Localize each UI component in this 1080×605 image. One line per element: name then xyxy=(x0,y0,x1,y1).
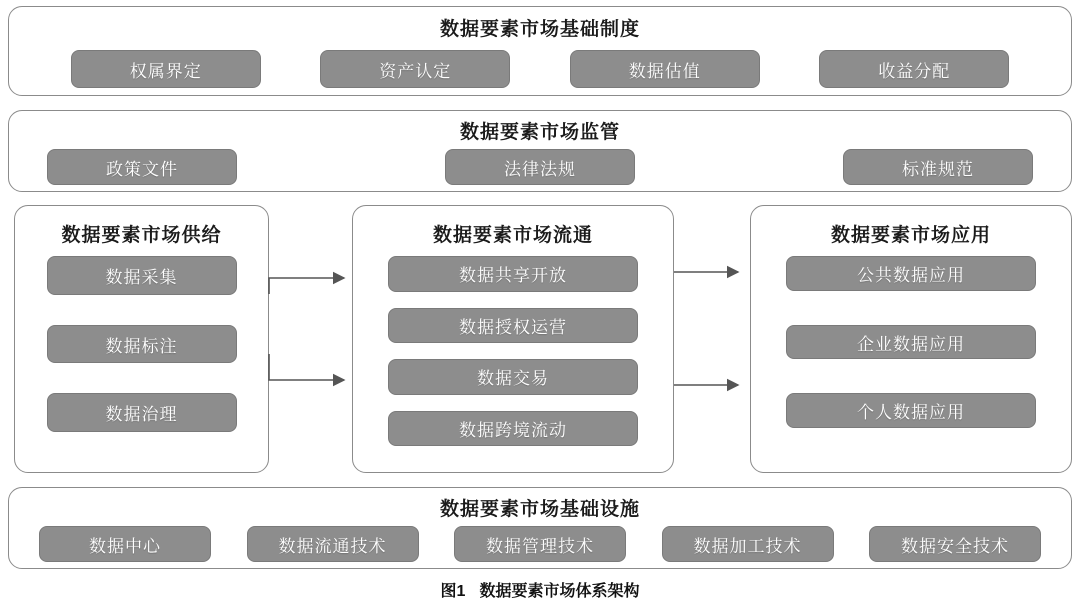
chip-supply-1[interactable]: 数据标注 xyxy=(47,325,237,364)
infrastructure-title: 数据要素市场基础设施 xyxy=(439,499,640,520)
chip-application-1[interactable]: 企业数据应用 xyxy=(786,325,1036,360)
figure-caption xyxy=(0,578,1080,601)
arrow-circulation-to-application-lower xyxy=(672,375,754,395)
chip-circulation-3[interactable]: 数据跨境流动 xyxy=(388,411,638,447)
chip-infrastructure-2[interactable]: 数据管理技术 xyxy=(454,526,626,562)
chip-circulation-1[interactable]: 数据授权运营 xyxy=(388,308,638,344)
chip-regulation-2[interactable]: 标准规范 xyxy=(843,149,1033,185)
chip-infrastructure-4[interactable]: 数据安全技术 xyxy=(869,526,1041,562)
chip-application-0[interactable]: 公共数据应用 xyxy=(786,256,1036,291)
circulation-chip-column xyxy=(353,256,673,462)
chip-institution-2[interactable]: 数据估值 xyxy=(570,50,760,88)
figure-caption-text: 数据要素市场体系架构 xyxy=(479,583,640,600)
chip-infrastructure-1[interactable]: 数据流通技术 xyxy=(247,526,419,562)
chip-institution-1[interactable]: 资产认定 xyxy=(320,50,510,88)
infrastructure-panel xyxy=(8,487,1072,569)
regulation-panel xyxy=(8,110,1072,192)
institution-title: 数据要素市场基础制度 xyxy=(439,19,640,40)
circulation-panel xyxy=(352,205,674,473)
chip-application-2[interactable]: 个人数据应用 xyxy=(786,393,1036,428)
institution-panel xyxy=(8,6,1072,96)
supply-panel xyxy=(14,205,269,473)
chip-regulation-1[interactable]: 法律法规 xyxy=(445,149,635,185)
regulation-title: 数据要素市场监管 xyxy=(459,122,620,143)
circulation-title: 数据要素市场流通 xyxy=(432,225,593,246)
chip-supply-0[interactable]: 数据采集 xyxy=(47,256,237,295)
application-title: 数据要素市场应用 xyxy=(830,225,991,246)
institution-chip-row xyxy=(9,50,1071,88)
supply-chip-column xyxy=(15,256,268,462)
chip-circulation-2[interactable]: 数据交易 xyxy=(388,359,638,395)
chip-infrastructure-3[interactable]: 数据加工技术 xyxy=(662,526,834,562)
chip-infrastructure-0[interactable]: 数据中心 xyxy=(39,526,211,562)
figure-caption-number: 图1 xyxy=(440,583,466,600)
application-panel xyxy=(750,205,1072,473)
regulation-chip-row xyxy=(9,149,1071,185)
chip-institution-0[interactable]: 权属界定 xyxy=(71,50,261,88)
arrow-circulation-to-application-upper xyxy=(672,262,754,282)
arrow-supply-to-circulation-lower xyxy=(266,350,362,394)
supply-title: 数据要素市场供给 xyxy=(61,225,222,246)
chip-supply-2[interactable]: 数据治理 xyxy=(47,393,237,432)
application-chip-column xyxy=(751,256,1071,462)
arrow-supply-to-circulation-upper xyxy=(266,258,362,298)
chip-circulation-0[interactable]: 数据共享开放 xyxy=(388,256,638,292)
chip-regulation-0[interactable]: 政策文件 xyxy=(47,149,237,185)
chip-institution-3[interactable]: 收益分配 xyxy=(819,50,1009,88)
infrastructure-chip-row xyxy=(9,526,1071,562)
